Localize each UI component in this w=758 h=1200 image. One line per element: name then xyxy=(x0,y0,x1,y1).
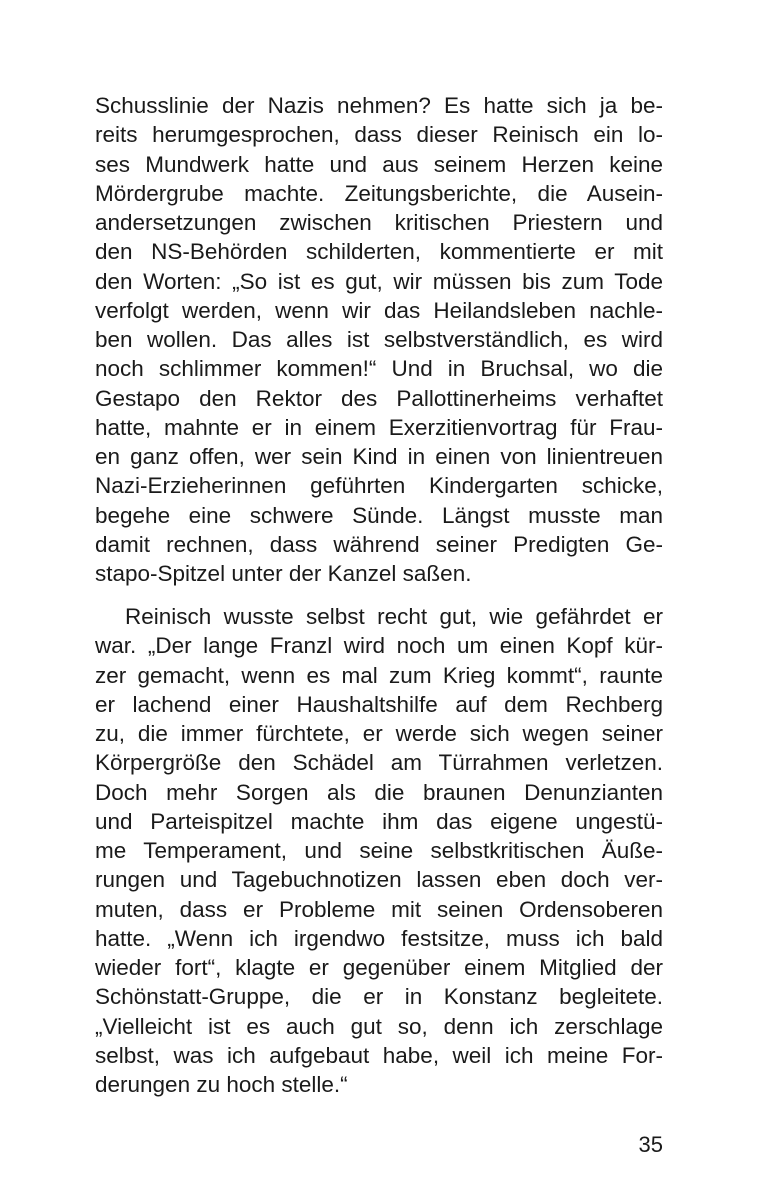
text-line: noch schlimmer kommen!“ Und in Bruchsal, wo die xyxy=(95,356,663,382)
text-line: hatte. „Wenn ich irgendwo festsitze, muss ich bald xyxy=(95,925,663,951)
text-line: damit rechnen, dass während seiner Predigten Ge- xyxy=(95,531,663,557)
text-line: den Worten: „So ist es gut, wir müssen bis zum Tode xyxy=(95,268,663,294)
text-line: wieder fort“, klagte er gegenüber einem Mitglied der xyxy=(95,955,663,980)
text-line: Körpergröße den Schädel am Türrahmen verletzen. xyxy=(95,750,663,776)
text-line: reits herumgesprochen, dass dieser Reinisch ein lo- xyxy=(95,122,663,148)
text-line: und Parteispitzel machte ihm das eigene ungestü- xyxy=(95,808,663,834)
text-line: ben wollen. Das alles ist selbstverständlich, es wird xyxy=(95,327,663,352)
text-line: Schusslinie der Nazis nehmen? Es hatte sich ja be- xyxy=(95,93,663,118)
text-line: en ganz offen, wer sein Kind in einen von linientreuen xyxy=(95,444,663,469)
text-line: war. „Der lange Franzl wird noch um einen Kopf kür- xyxy=(95,633,663,659)
page-number: 35 xyxy=(638,1132,663,1157)
text-line: me Temperament, und seine selbstkritischen Äuße- xyxy=(95,838,663,863)
text-line: Reinisch wusste selbst recht gut, wie gefährdet er xyxy=(125,604,663,629)
text-line: Gestapo den Rektor des Pallottinerheims verhaftet xyxy=(95,385,663,411)
text-line: derungen zu hoch stelle.“ xyxy=(95,1072,348,1097)
text-line: er lachend einer Haushaltshilfe auf dem Rechberg xyxy=(95,691,663,717)
text-line: stapo-Spitzel unter der Kanzel saßen. xyxy=(95,561,472,586)
text-line: andersetzungen zwischen kritischen Priestern und xyxy=(95,210,663,235)
text-line: selbst, was ich aufgebaut habe, weil ich meine For- xyxy=(95,1042,663,1068)
text-line: hatte, mahnte er in einem Exerzitienvortrag für Frau- xyxy=(95,414,663,440)
text-line: zer gemacht, wenn es mal zum Krieg kommt“, raunte xyxy=(95,662,663,688)
text-line: ses Mundwerk hatte und aus seinem Herzen keine xyxy=(95,151,663,177)
text-line: Schönstatt-Gruppe, die er in Konstanz begleitete. xyxy=(95,984,663,1010)
text-line: Mördergrube machte. Zeitungsberichte, die Ausein- xyxy=(95,180,663,206)
text-line: rungen und Tagebuchnotizen lassen eben doch ver- xyxy=(95,867,663,893)
text-line: muten, dass er Probleme mit seinen Ordensoberen xyxy=(95,896,663,922)
paragraph-1 xyxy=(95,91,663,588)
text-line: den NS-Behörden schilderten, kommentierte er mit xyxy=(95,239,663,265)
text-line: Doch mehr Sorgen als die braunen Denunzianten xyxy=(95,779,663,805)
text-line: zu, die immer fürchtete, er werde sich wegen seiner xyxy=(95,721,663,746)
paragraph-2 xyxy=(95,602,663,1099)
text-line: begehe eine schwere Sünde. Längst musste man xyxy=(95,502,663,528)
text-line: verfolgt werden, wenn wir das Heilandsleben nachle- xyxy=(95,297,663,323)
text-line: Nazi-Erzieherinnen geführten Kindergarten schicke, xyxy=(95,473,663,499)
text-line: „Vielleicht ist es auch gut so, denn ich zerschlage xyxy=(95,1013,663,1039)
